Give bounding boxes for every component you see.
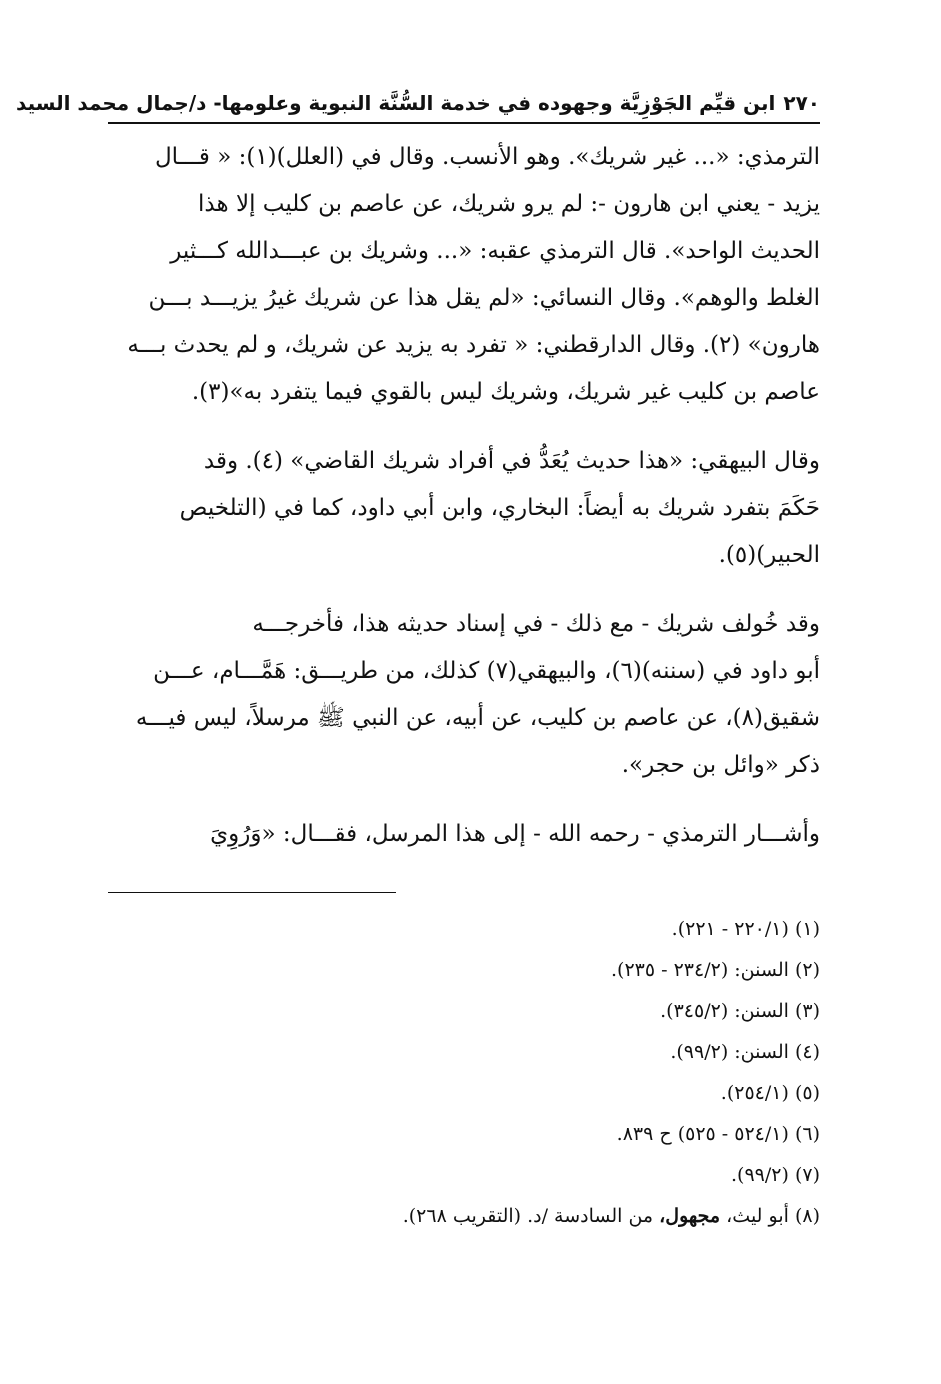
text-line: الحبير)(٥). — [718, 542, 820, 568]
footnote-number: (٤) — [794, 1041, 820, 1063]
running-title: ابن قيِّم الجَوْزِيَّة وجهوده في خدمة السُّنَّة النبوية وعلومها- د/جمال محمد السيد — [16, 91, 776, 115]
text-line: وأشـــار الترمذي - رحمه الله - إلى هذا المرسل، فقـــال: «وَرُوِيَ — [210, 821, 820, 847]
running-header — [16, 88, 820, 118]
footnote — [108, 1155, 820, 1196]
footnote-text: من السادسة /د. (التقريب ٢٦٨). — [402, 1205, 654, 1227]
footnote-number: (٦) — [794, 1123, 820, 1145]
footnote-text: أبو ليث، — [726, 1205, 789, 1227]
text-line: أبو داود في (سننه)(٦)، والبيهقي(٧) كذلك، من طريـــق: هَمَّـــام، عـــن — [153, 658, 820, 684]
page-number: ٢٧٠ — [783, 91, 820, 115]
footnote-text: (٢٢٠/١ - ٢٢١). — [671, 918, 789, 940]
footnote-number: (٥) — [794, 1082, 820, 1104]
footnote-text: السنن: (٢٣٤/٢ - ٢٣٥). — [611, 959, 789, 981]
text-line: الغلط والوهم». وقال النسائي: «لم يقل هذا عن شريك غيرُ يزيـــد بـــن — [148, 285, 820, 311]
footnote-text: (٩٩/٢). — [730, 1164, 789, 1186]
paragraph — [108, 811, 820, 858]
paragraph — [108, 134, 820, 416]
paragraph — [108, 601, 820, 789]
footnote-text: السنن: (٩٩/٢). — [670, 1041, 789, 1063]
text-line: وقد خُولف شريك - مع ذلك - في إسناد حديثه هذا، فأخرجـــه — [252, 611, 820, 637]
footnote-text: (٢٥٤/١). — [720, 1082, 789, 1104]
footnote-text: السنن: (٣٤٥/٢). — [660, 1000, 789, 1022]
footnote-number: (٧) — [794, 1164, 820, 1186]
footnote — [108, 909, 820, 950]
footnote-number: (١) — [794, 918, 820, 940]
footnote-separator — [108, 892, 396, 893]
footnote — [108, 1073, 820, 1114]
footnote-number: (٨) — [794, 1205, 820, 1227]
footnotes — [108, 909, 820, 1237]
text-line: الترمذي: «... غير شريك». وهو الأنسب. وقال في (العلل)(١): « قـــال — [154, 144, 820, 170]
footnote — [108, 991, 820, 1032]
text-line: يزيد - يعني ابن هارون -: لم يرو شريك، عن عاصم بن كليب إلا هذا — [198, 191, 820, 217]
footnote-text: (٥٢٤/١ - ٥٢٥) ح ٨٣٩. — [616, 1123, 789, 1145]
header-rule — [108, 122, 820, 124]
footnote-emphasis: مجهول، — [659, 1205, 721, 1227]
text-line: وقال البيهقي: «هذا حديث يُعَدُّ في أفراد شريك القاضي» (٤). وقد — [203, 448, 820, 474]
footnote — [108, 950, 820, 991]
paragraph — [108, 438, 820, 579]
footnote-number: (٣) — [794, 1000, 820, 1022]
text-line: هارون» (٢). وقال الدارقطني: « تفرد به يزيد عن شريك، و لم يحدث بـــه — [127, 332, 820, 358]
footnote — [108, 1032, 820, 1073]
footnote-number: (٢) — [794, 959, 820, 981]
footnote — [108, 1196, 820, 1237]
text-line: الحديث الواحد». قال الترمذي عقبه: «... وشريك بن عبـــدالله كـــثير — [170, 238, 820, 264]
text-line: شقيق(٨)، عن عاصم بن كليب، عن أبيه، عن النبي ﷺ مرسلاً، ليس فيـــه — [135, 705, 820, 731]
book-page — [16, 88, 820, 1348]
main-text — [108, 134, 820, 858]
footnote — [108, 1114, 820, 1155]
text-line: ذكر «وائل بن حجر». — [621, 752, 820, 778]
text-line: حَكَمَ بتفرد شريك به أيضاً: البخاري، وابن أبي داود، كما في (التلخيص — [179, 495, 820, 521]
text-line: عاصم بن كليب غير شريك، وشريك ليس بالقوي فيما يتفرد به»(٣). — [191, 379, 820, 405]
